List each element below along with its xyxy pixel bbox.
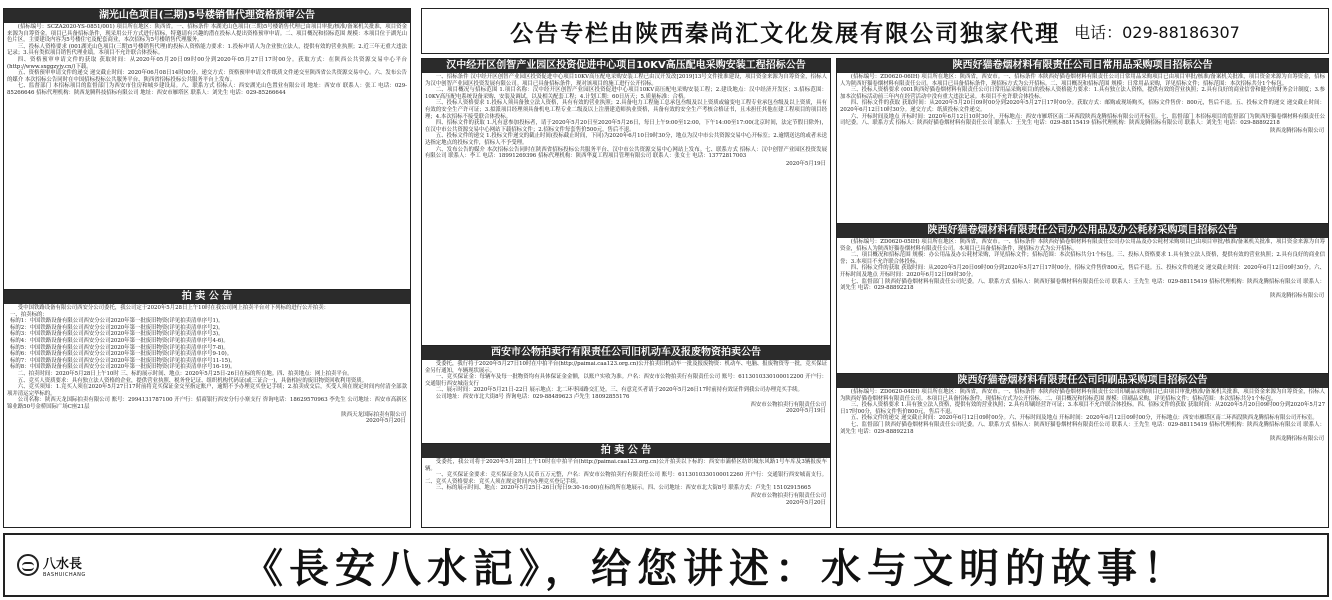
- pm-body: [4, 304, 410, 412]
- logo-cn: 八水長: [43, 556, 83, 572]
- banner-phone: 电话：029-88186307: [1074, 22, 1240, 42]
- pm2-date: 2020年5月20日: [785, 499, 826, 506]
- hg-tender-notice: [4, 9, 410, 289]
- pm-lot: 标的1：中国铁路设备有限公司西安分公司2020年第一批废旧物资(详见拍卖清单序号1)。: [10, 318, 224, 325]
- pm2-para: 三、标的展示时间、地点：2020年5月25日-26日(每日9:30-16:00)在标的所在地展示。四、公司地址：西安市北大街8号 联系方式：卢先生 15102915665: [435, 485, 811, 492]
- pm-lot: 标的3：中国铁路设备有限公司西安分公司2020年第一批废旧物资(详见拍卖清单序号3)。: [10, 331, 224, 338]
- right-column: [836, 58, 1329, 528]
- wz-date: 2020年5月19日: [785, 408, 826, 415]
- vehicle-auction-notice: [422, 345, 830, 443]
- pm2-para: 一、竞买保证金要求：竞买保证金为人民币五万元整，户名：西安市公物拍卖行有限责任公司 账号：6113010330100012260 开户行：交通银行西安城南支行。二、竞买人资格要求：竞买人须在规定时间内办理竞买登记手续。: [425, 472, 827, 485]
- hg-para: (招标编号：SCZA2020-YS-0851/001) 项目所在地区：陕西省。一、招标条件 本湖光山色项目(三期)5号楼销售代理已由项目审批/核准/备案机关批准，项目资金来源为自筹资金。项目已具备招标条件，现采用公开方式进行招标，特邀请有兴趣的潜在投标人提出资格预审申请。二、项目概况和招标范围 规模：本项目位于湖光山色片区，主要建设内容为5号楼住宅及配套商业，本次招标为5号楼销售代理服务。: [7, 24, 407, 44]
- hj-date: 2020年5月19日: [785, 160, 826, 167]
- hg-body: [4, 23, 410, 98]
- r2-para: (招标编号：ZD0620-05IH) 项目所在地区：陕西省，西安市。一、招标条件 本陕西好猫卷烟材料有限责任公司办公用品及办公耗材采购项目已由项目审批/核准/备案机关批准，项目资金来源为自筹资金，招标人为陕西好猫卷烟材料有限责任公司。本项目已具备招标条件，现招标方式为公开招标。: [840, 239, 1325, 252]
- r1-body: [837, 73, 1328, 128]
- r2-para: 四、招标文件的获取 获取时间：从2020年5月20日09时00分到2020年5月27日17时00分，招标文件售价800元，售后不退。五、投标文件的递交 递交截止时间：2020年6月12日09时30分。六、开标时间及地点 开标时间：2020年6月12日09时30分。: [840, 265, 1325, 278]
- r1-para: (招标编号：ZD0620-06IH) 项目所在地区：陕西省，西安市。一、招标条件 本陕西好猫卷烟材料有限责任公司日常用品采购项目已由项目审批/核准/备案机关批准，项目资金来源为自筹资金，招标人为陕西好猫卷烟材料有限责任公司。本项目已具备招标条件，现招标方式为公开招标。二、项目概况和招标范围 规模：日常用品采购，详见招标文件；招标范围：本次招标共分1个标包。: [840, 74, 1325, 87]
- wz-para: 受委托，我行将于2020年5月27日10时在中拍平台(http://paimai.caa123.org.cn)公开拍卖旧机动车一批及报废物资：机动车、电脑、报废物资等一批，竞买保证金另行通知，车辆现状展示。: [425, 361, 827, 374]
- pm-times: 二、拍卖时间：2020年5月28日上午10时 三、标的展示时间、地点：2020年5月25日-26日在标的所在地。四、拍卖地点：网上拍卖平台。: [17, 370, 353, 377]
- pm-lots-head: 一、拍卖标的：: [10, 311, 48, 318]
- wz-title: 西安市公物拍卖行有限责任公司旧机动车及报废物资拍卖公告: [422, 346, 830, 360]
- auction-notice-mid: [422, 443, 830, 527]
- pm-sign: 陕西天龙国际拍卖有限公司: [341, 411, 406, 418]
- water-logo-icon: [17, 554, 39, 576]
- daily-goods-tender-notice: [837, 59, 1328, 223]
- hj-title: 汉中经开区创智产业园区投资促进中心项目10KV高压配电采购安装工程招标公告: [422, 59, 830, 73]
- pm-lot: 标的4：中国铁路设备有限公司西安分公司2020年第一批废旧物资(详见拍卖清单序号4-6)。: [10, 337, 229, 344]
- r1-title: 陕西好猫卷烟材料有限责任公司日常用品采购项目招标公告: [837, 59, 1328, 73]
- auction-notice-left: [4, 289, 410, 527]
- pm-notice: 六、竞买须知：1.竞买人须在2020年5月27日17时前将竞买保证金交至指定账户，逾期不予办理竞买登记手续；2.拍卖成交后，买受人须在规定时间内付清全部款项并清运完毕标的。: [7, 384, 407, 397]
- r2-title: 陕西好猫卷烟材料有限责任公司办公用品及办公耗材采购项目招标公告: [837, 224, 1328, 238]
- wz-para: 二、展示时间：2020年5月21日-22日 展示地点：北二环枣园路交汇处。三、有意竞买者请于2020年5月26日17时前持有效证件到我公司办理竞买手续。: [435, 387, 803, 394]
- hj-para: 三、投标人资格要求 1.投标人须具备独立法人资格，具有有效的营业执照；2.具备电力工程施工总承包叁级及以上资质或输变电工程专业承包叁级及以上资质，具有有效的安全生产许可证；3.拟派项目经理须具备机电工程专业二级及以上注册建造师执业资格，具备有效的安全生产考核合格证书，且未担任其他在建工程项目的项目经理；4.本次招标不接受联合体投标。: [425, 100, 827, 120]
- wz-para: 一、竞买保证金：每辆车及每一批物资均有具体保证金金额，以账户实收为准。户名：西安市公物拍卖行有限责任公司 账号：6113010330100012200 开户行：交通银行西安城南支行: [425, 374, 827, 387]
- pm-qual: 五、竞买人资质要求：具有独立法人资格的企业，提供营业执照、税务登记证、组织机构代码证(或三证合一)，具备相应的废旧物资回收利用资质。: [17, 377, 368, 384]
- r1-para: 六、开标时间及地点 开标时间：2020年6月12日10时30分，开标地点：西安市雁塔区南二环西段陕西龙腾招标有限公司开标室。七、监督部门 本招标项目的监督部门为陕西好猫卷烟材料有限责任公司纪委。八、联系方式 招标人：陕西好猫卷烟材料有限责任公司 联系人：王先生 电话：029-88115419 招标代理机构：陕西龙腾招标有限公司 联系人：刘先生 电话：029-88892218: [840, 113, 1325, 127]
- pm2-title: 拍 卖 公 告: [422, 444, 830, 458]
- logo-en: BASHUICHANG: [43, 571, 86, 578]
- pm-contact: 公司名称：陕西天龙国际拍卖有限公司 账号：2994131787100 开户行：招商银行西安分行小寨支行 咨询电话：18629570963 李先生 公司地址：西安市高新区锦业路50号金桥国际广场C座21层: [7, 397, 407, 410]
- pm-lot: 标的7：中国铁路设备有限公司西安分公司2020年第一批废旧物资(详见拍卖清单序号11-15)。: [10, 357, 236, 364]
- hj-para: 二、项目概况与招标范围 1.项目名称：汉中经开区创智产业园区投资促进中心项目10KV高压配电采购安装工程；2.建设地点：汉中经济开发区；3.招标范围：10KV高压配电系统设备采购、安装及调试，以及相关配套工程；4.计划工期：60日历天；5.质量标准：合格。: [425, 87, 827, 100]
- pm2-sign: 西安市公物拍卖行有限责任公司: [750, 492, 826, 499]
- wz-sign: 西安市公物拍卖行有限责任公司: [750, 401, 826, 408]
- hj-body: [422, 73, 830, 161]
- printing-tender-notice: [837, 373, 1328, 527]
- pm2-para: 受委托，我公司将于2020年5月28日上午10时在中拍平台(http://paimai.caa123.org.cn)公开拍卖以下标的：西安市灞桥区纺织城东风路1号车库及3辆报废车辆。: [425, 459, 827, 472]
- r2-para: 七、监督部门 陕西好猫卷烟材料有限责任公司纪委。八、联系方式 招标人：陕西好猫卷烟材料有限责任公司 联系人：王先生 电话：029-88115419 招标代理机构：陕西龙腾招标有限公司 联系人：刘先生 电话：029-88892218: [840, 278, 1325, 292]
- r3-title: 陕西好猫卷烟材料有限责任公司印刷品采购项目招标公告: [837, 374, 1328, 388]
- r3-sign: 陕西龙腾招标有限公司: [1270, 436, 1324, 443]
- r1-para: 三、投标人资格要求 (001陕西好猫卷烟材料有限责任公司日常用品采购项目)的投标人资格能力要求：1.具有独立法人资格，提供有效的营业执照；2.具有良好的商业信誉和健全的财务会计制度；3.参加本次招标活动前三年内在经营活动中没有重大违法记录。本项目不允许联合体投标。: [840, 87, 1325, 100]
- logo-text: [43, 553, 86, 578]
- r3-para: (招标编号：ZD0620-04IH) 项目所在地区：陕西省，西安市。一、招标条件 本陕西好猫卷烟材料有限责任公司印刷品采购项目已由项目审批/核准/备案机关批准，项目资金来源为自筹资金，招标人为陕西好猫卷烟材料有限责任公司。本项目已具备招标条件，现招标方式为公开招标。二、项目概况和招标范围 规模：印刷品采购，详见招标文件；招标范围：本次招标共分1个标包。: [840, 389, 1325, 402]
- hj-para: 四、招标文件的获取 1.凡有意参加投标者，请于2020年5月20日至2020年5月26日，每日上午9:00至12:00，下午14:00至17:00(北京时间，法定节假日除外)，在汉中市公共资源交易中心网站下载招标文件；2.招标文件每套售价500元，售后不退。: [425, 120, 827, 133]
- pm-lot: 标的5：中国铁路设备有限公司西安分公司2020年第一批废旧物资(详见拍卖清单序号7-8)。: [10, 344, 229, 351]
- hj-para: 五、投标文件的递交 1.投标文件递交的截止时间(投标截止时间，下同)为2020年6月10日9时30分，地点为汉中市公共资源交易中心开标室；2.逾期送达的或者未送达指定地点的投标文件，招标人不予受理。: [425, 133, 827, 146]
- r1-para: 四、招标文件的获取 获取时间：从2020年5月20日09时00分到2020年5月27日17时00分。获取方式：邮购或现场购买，招标文件售价：800元，售后不退。五、投标文件的递交 递交截止时间：2020年6月12日10时30分。递交方式：纸质投标文件递交。: [840, 100, 1325, 113]
- hg-title: 湖光山色项目(三期)5号楼销售代理资格预审公告: [4, 9, 410, 23]
- hj-para: 六、发布公告的媒介 本次招标公告同时在陕西省招标投标公共服务平台、汉中市公共资源交易中心网站上发布。七、联系方式 招标人：汉中创智产业园区投资发展有限公司 联系人：李工 电话：18991269396 招标代理机构：陕西华夏工程项目管理有限公司 联系人：张女士 电话：13772817003: [425, 146, 827, 160]
- r3-para: 五、投标文件的递交 递交截止时间：2020年6月12日09时00分。六、开标时间及地点 开标时间：2020年6月12日09时00分，开标地点：西安市雁塔区南二环西段陕西龙腾招标有限公司开标室。: [850, 415, 1318, 422]
- pm-lot: 标的2：中国铁路设备有限公司西安分公司2020年第一批废旧物资(详见拍卖清单序号2)。: [10, 324, 224, 331]
- office-supplies-tender-notice: [837, 223, 1328, 373]
- hg-para: 四、资格预审申请文件的获取 获取时间：从2020年05月20日09时00分到2020年05月27日17时00分。获取方式：在陕西公共资源交易中心平台(http://www.sxggzyjy.cn/)下载。: [7, 56, 407, 70]
- middle-column: [421, 58, 831, 528]
- pm-intro: 受中国铁路设备有限公司西安分公司委托，我公司定于2020年5月28日上午10时在我公司网上拍卖平台对下列标的进行公开拍卖：: [17, 305, 329, 311]
- pm-lot: 标的8：中国铁路设备有限公司西安分公司2020年第一批废旧物资(详见拍卖清单序号16-19)。: [10, 364, 236, 371]
- wz-body: [422, 360, 830, 402]
- r3-para: 三、投标人资格要求 1.具有独立法人资格，提供有效的营业执照；2.具有印刷经营许可证；3.本项目不允许联合体投标。四、招标文件的获取 获取时间：从2020年5月20日09时00分到2020年5月27日17时00分，招标文件售价800元，售后不退。: [840, 402, 1325, 415]
- hg-para: 三、投标人资格要求 (001湖光山色项目(三期)5号楼销售代理)的投标人资格能力要求：1.投标申请人为企业独立法人，提供有效的营业执照；2.近三年无重大违法记录；3.具有类似项目销售代理业绩。本项目不允许联合体投标。: [7, 43, 407, 57]
- agency-banner: [421, 8, 1329, 54]
- r3-para: 七、监督部门 陕西好猫卷烟材料有限责任公司纪委。八、联系方式 招标人：陕西好猫卷烟材料有限责任公司 联系人：王先生 电话：029-88115419 招标代理机构：陕西龙腾招标有限公司 联系人：刘先生 电话：029-88892218: [840, 421, 1325, 435]
- left-column: [3, 8, 411, 528]
- r2-para: 二、项目概况和招标范围 规模：办公用品及办公耗材采购，详见招标文件；招标范围：本次招标共分1个标包。三、投标人资格要求 1.具有独立法人资格，提供有效的营业执照；2.具有良好的商业信誉；3.本项目不允许联合体投标。: [840, 252, 1325, 265]
- r2-body: [837, 238, 1328, 293]
- hg-para: 七、监督部门 本招标项目的监督部门为西安市住房和城乡建设局。八、联系方式 招标人：西安湖光山色置业有限公司 地址：西安市 联系人：张工 电话：029-85266646 招标代理机构：陕西龙腾科技招标有限公司 地址：西安市雁塔区 联系人：刘先生 电话：029-85266644: [7, 83, 407, 96]
- hj-para: 一、招标条件 汉中经开区创智产业园区投资促进中心项目10KV高压配电采购安装工程已由汉开发改[2019]13号文件批准建设，项目资金来源为自筹资金，招标人为汉中创智产业园区投资发展有限公司。项目已具备招标条件，现对该项目的施工进行公开招标。: [425, 74, 827, 87]
- bashuichang-advert: [3, 533, 1329, 597]
- banner-title: 公告专栏由陕西秦尚汇文化发展有限公司独家代理: [510, 20, 1061, 47]
- r3-body: [837, 388, 1328, 436]
- brand-logo: [5, 535, 105, 595]
- hg-para: 五、资格预审申请文件的递交 递交截止时间：2020年06月08日14时00分。递交方式：资格预审申请文件纸质文件递交至陕西省公共资源交易中心。六、发布公告的媒介 本次招标公告同时在中国招标投标公共服务平台、陕西省招标投标公共服务平台上发布。: [7, 70, 407, 83]
- r2-sign: 陕西龙腾招标有限公司: [1270, 292, 1324, 299]
- r1-sign: 陕西龙腾招标有限公司: [1270, 127, 1324, 134]
- pm-title: 拍 卖 公 告: [4, 290, 410, 304]
- pm2-body: [422, 458, 830, 493]
- wz-contact: 公司地址：西安市北大街8号 咨询电话：029-88489623 卢先生 18092855176: [435, 393, 630, 400]
- advert-slogan: 《長安八水記》，给您讲述：水与文明的故事！: [243, 544, 1189, 592]
- pm-lot: 标的6：中国铁路设备有限公司西安分公司2020年第一批废旧物资(详见拍卖清单序号9-10)。: [10, 351, 233, 358]
- hanzhong-tender-notice: [422, 59, 830, 345]
- pm-date: 2020年5月20日: [365, 418, 406, 425]
